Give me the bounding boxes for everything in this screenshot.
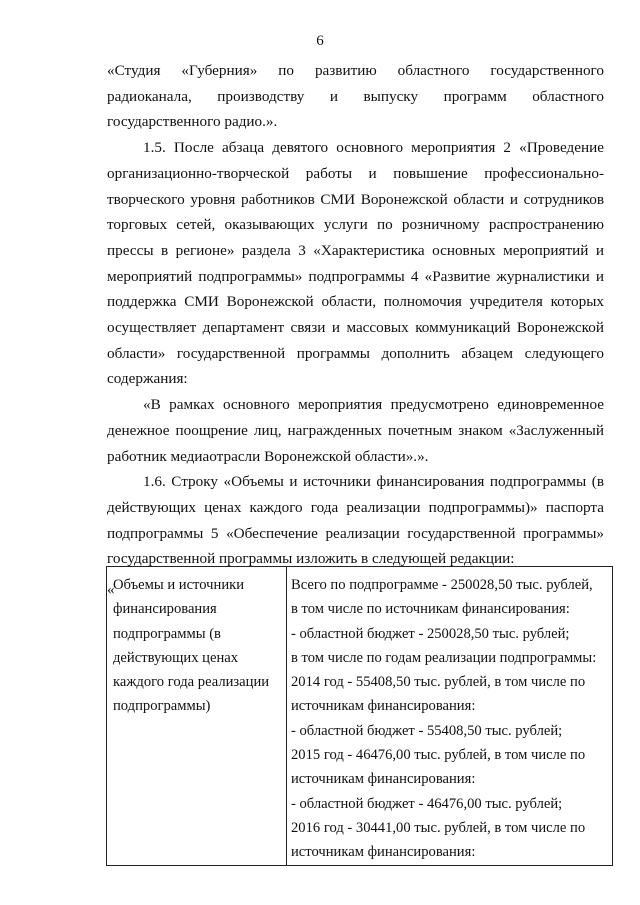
financing-line: источникам финансирования: <box>291 698 476 715</box>
financing-line: Всего по подпрограмме - 250028,50 тыс. рублей, <box>291 577 593 593</box>
row-label-line: подпрограммы) <box>113 698 211 715</box>
financing-line: - областной бюджет - 46476,00 тыс. рублей; <box>291 795 563 812</box>
financing-line: 2015 год - 46476,00 тыс. рублей, в том числе по <box>291 747 586 764</box>
financing-line: 2014 год - 55408,50 тыс. рублей, в том числе по <box>291 674 586 691</box>
financing-line: - областной бюджет - 55408,50 тыс. рублей; <box>291 722 563 739</box>
paragraph-item-1-5: 1.5. После абзаца девятого основного мероприятия 2 «Проведение организационно-творческой работы и повышение профессионально-творческого уровня работников СМИ Воронежской области и сотрудников торговых сетей, оказывающих услуги по розничному распространению прессы в регионе» раздела 3 «Характеристика основных мероприятий и мероприятий подпрограммы» подпрограммы 4 «Развитие журналистики и поддержка СМИ Воронежской области, полномочия учредителя которых осуществляет департамент связи и массовых коммуникаций Воронежской области» государственной программы дополнить абзацем следующего содержания: <box>107 139 604 388</box>
document-body <box>107 58 604 603</box>
row-label-line: Объемы и источники <box>113 577 245 593</box>
table-row <box>107 567 613 866</box>
financing-line: источникам финансирования: <box>291 771 476 788</box>
financing-line: в том числе по источникам финансирования: <box>291 601 570 618</box>
row-label-line: действующих ценах <box>113 649 239 666</box>
row-label-line: каждого года реализации <box>113 674 270 691</box>
financing-line: 2016 год - 30441,00 тыс. рублей, в том числе по <box>291 819 586 836</box>
row-value-cell <box>287 567 613 866</box>
financing-table <box>106 566 613 866</box>
row-label-cell <box>107 567 287 866</box>
paragraph-item-1-6: 1.6. Строку «Объемы и источники финансирования подпрограммы (в действующих ценах каждого года реализации подпрограммы)» паспорта подпрограммы 5 «Обеспечение реализации государственной программы» государственной программы изложить в следующей редакции: <box>107 473 604 568</box>
opening-quote: « <box>107 581 115 599</box>
row-label-line: подпрограммы (в <box>113 625 221 642</box>
paragraph-continuation: «Студия «Губерния» по развитию областного государственного радиоканала, производству и выпуску программ областного государственного радио.». <box>107 62 604 131</box>
paragraph-inserted-text: «В рамках основного мероприятия предусмотрено единовременное денежное поощрение лиц, награжденных почетным знаком «Заслуженный работник медиаотрасли Воронежской области».». <box>107 396 604 465</box>
financing-line: в том числе по годам реализации подпрограммы: <box>291 649 597 666</box>
page-number: 6 <box>316 33 324 49</box>
row-label-line: финансирования <box>113 601 217 618</box>
financing-line: источникам финансирования: <box>291 844 476 861</box>
financing-line: - областной бюджет - 250028,50 тыс. рублей; <box>291 625 570 642</box>
